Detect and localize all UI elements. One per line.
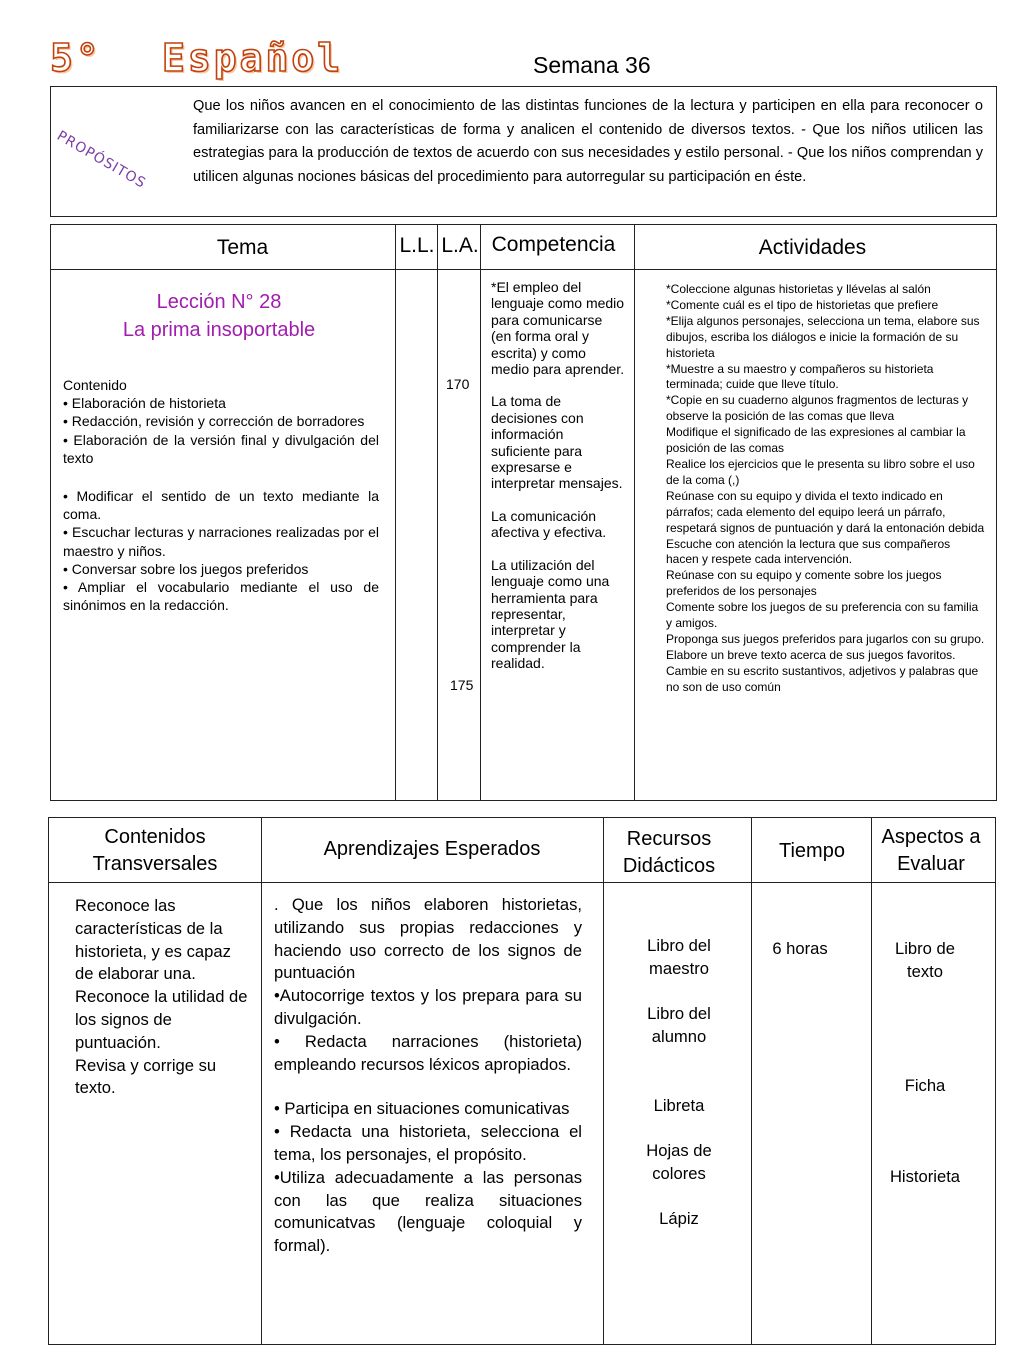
recurso-item: Lápiz	[659, 1209, 699, 1228]
competencia-item: *El empleo del lenguaje como medio para comunicarse (en forma oral y escrita) y como medio para aprender.	[491, 279, 625, 378]
subject-title: Español	[162, 36, 344, 80]
actividad-item: Cambie en su escrito sustantivos, adjetivos y palabras que no son de uso común	[666, 663, 979, 694]
header-la: L.A.	[441, 234, 479, 257]
actividad-item: Reúnase con su equipo y divida el texto indicado en párrafos; cada elemento del equipo leerá un párrafo, respetará signos de puntuación y dará la entonación debida	[666, 488, 985, 535]
list-item: • Redacción, revisión y corrección de borradores	[63, 413, 365, 430]
header-tiempo: Tiempo	[779, 840, 845, 862]
competencia-item: La utilización del lenguaje como una herramienta para representar, interpretar y comprender la realidad.	[491, 556, 610, 672]
header-competencia: Competencia	[491, 233, 616, 256]
recurso-item: Libreta	[653, 1096, 705, 1115]
actividad-item: *Comente cuál es el tipo de historietas que prefiere	[666, 297, 939, 312]
transversal-item: Revisa y corrige su texto.	[75, 1055, 217, 1098]
aprendizaje-item: • Participa en situaciones comunicativas	[274, 1099, 570, 1119]
actividad-item: Escuche con atención la lectura que sus compañeros hacen y respete cada intervención.	[666, 536, 951, 567]
recurso-item: Libro del maestro	[647, 936, 711, 978]
actividades-block	[666, 282, 986, 696]
header-aspectos: Aspectos a Evaluar	[881, 826, 981, 875]
page-number: 175	[450, 677, 474, 693]
aprendizaje-item: •Utiliza adecuadamente a las personas con las que realiza situaciones comunicatvas (lenguaje coloquial y formal).	[274, 1167, 582, 1256]
recurso-item: Hojas de colores	[646, 1141, 712, 1183]
table-divider	[603, 818, 604, 1344]
aspectos-block	[875, 937, 975, 1188]
table-divider	[51, 269, 996, 270]
table-divider	[261, 818, 262, 1344]
actividad-item: Comente sobre los juegos de su preferencia con su familia y amigos.	[666, 600, 979, 631]
page-number: 170	[446, 376, 470, 392]
aspecto-item: Ficha	[904, 1076, 946, 1095]
actividad-item: *Copie en su cuaderno algunos fragmentos de lecturas y observe la posición de las comas que lleva	[666, 393, 969, 424]
competencia-item: La toma de decisiones con información suficiente para expresarse e interpretar mensajes.	[491, 393, 623, 492]
recursos-block	[624, 934, 734, 1230]
contenido-block	[63, 376, 379, 614]
actividad-item: Proponga sus juegos preferidos para jugarlos con su grupo.	[666, 631, 985, 646]
aspecto-item: Historieta	[889, 1167, 961, 1186]
lesson-title: La prima insoportable	[122, 319, 316, 341]
table-divider	[751, 818, 752, 1344]
transversal-item: Reconoce la utilidad de los signos de puntuación.	[75, 987, 248, 1052]
actividad-item: *Coleccione algunas historietas y llévelas al salón	[666, 282, 931, 296]
actividad-item: *Elija algunos personajes, selecciona un tema, elabore sus dibujos, escriba los diálogos e inicie la formación de su historieta	[666, 313, 980, 360]
aprendizaje-item: •Autocorrige textos y los prepara para su divulgación.	[274, 986, 582, 1028]
aprendizajes-block	[274, 894, 582, 1258]
header-ll: L.L.	[399, 234, 435, 257]
actividad-item: Elabore un breve texto acerca de sus juegos favoritos.	[666, 647, 956, 662]
table-divider	[480, 225, 481, 800]
grade-title: 5°	[50, 36, 102, 80]
actividad-item: Reúnase con su equipo y comente sobre los juegos preferidos de los personajes	[666, 568, 942, 599]
aspecto-item: Libro de texto	[895, 939, 955, 981]
header-aprendizajes: Aprendizajes Esperados	[323, 838, 541, 860]
recurso-item: Libro del alumno	[647, 1004, 711, 1046]
header-actividades: Actividades	[758, 236, 867, 259]
transversal-item: Reconoce las características de la historieta, y es capaz de elaborar una.	[75, 896, 231, 984]
lesson-number: Lección N° 28	[156, 291, 282, 313]
list-item: • Elaboración de la versión final y divulgación del texto	[63, 431, 379, 466]
table-divider	[395, 225, 396, 800]
purposes-label: PROPÓSITOS	[54, 128, 149, 192]
list-item: • Conversar sobre los juegos preferidos	[63, 560, 309, 577]
competencias-block	[491, 279, 626, 688]
actividad-item: Realice los ejercicios que le presenta su libro sobre el uso de la coma (,)	[666, 456, 975, 487]
list-item: • Modificar el sentido de un texto mediante la coma.	[63, 488, 379, 523]
aprendizaje-item: • Redacta narraciones (historieta) empleando recursos léxicos apropiados.	[274, 1031, 582, 1074]
aprendizaje-item: • Redacta una historieta, selecciona el tema, los personajes, el propósito.	[274, 1122, 582, 1164]
tiempo-value: 6 horas	[772, 939, 828, 958]
actividad-item: Modifique el significado de las expresiones al cambiar la posición de las comas	[666, 425, 966, 456]
week-label: Semana 36	[533, 52, 651, 78]
aprendizaje-item: . Que los niños elaboren historietas, utilizando sus propias redacciones y haciendo uso correcto de los signos de puntuación	[274, 895, 582, 983]
header-recursos: Recursos Didácticos	[622, 828, 716, 877]
actividad-item: *Muestre a su maestro y compañeros su historieta terminada; cuide que lleve título.	[666, 361, 934, 392]
purposes-text: Que los niños avancen en el conocimiento de las distintas funciones de la lectura y participen en ella para reconocer o familiarizarse con las características de forma y analicen el contenido de diversos textos. - Que los niños utilicen las estrategias para la producción de textos de acuerdo con sus necesidades y estilo personal. - Que los niños comprendan y utilicen algunas nociones básicas del procedimiento para autorregular su participación en éste.	[193, 98, 983, 185]
list-item: • Escuchar lecturas y narraciones realizadas por el maestro y niños.	[63, 524, 380, 559]
table-divider	[871, 818, 872, 1344]
transversales-block	[75, 895, 250, 1100]
table-divider	[49, 882, 995, 883]
table-divider	[634, 225, 635, 800]
header-tema: Tema	[216, 236, 269, 259]
header-transversales: Contenidos Transversales	[92, 826, 218, 875]
list-item: • Elaboración de historieta	[63, 395, 226, 412]
competencia-item: La comunicación afectiva y efectiva.	[491, 507, 607, 541]
contenido-label: Contenido	[63, 377, 127, 393]
list-item: • Ampliar el vocabulario mediante el uso de sinónimos en la redacción.	[63, 579, 379, 614]
table-divider	[437, 225, 438, 800]
